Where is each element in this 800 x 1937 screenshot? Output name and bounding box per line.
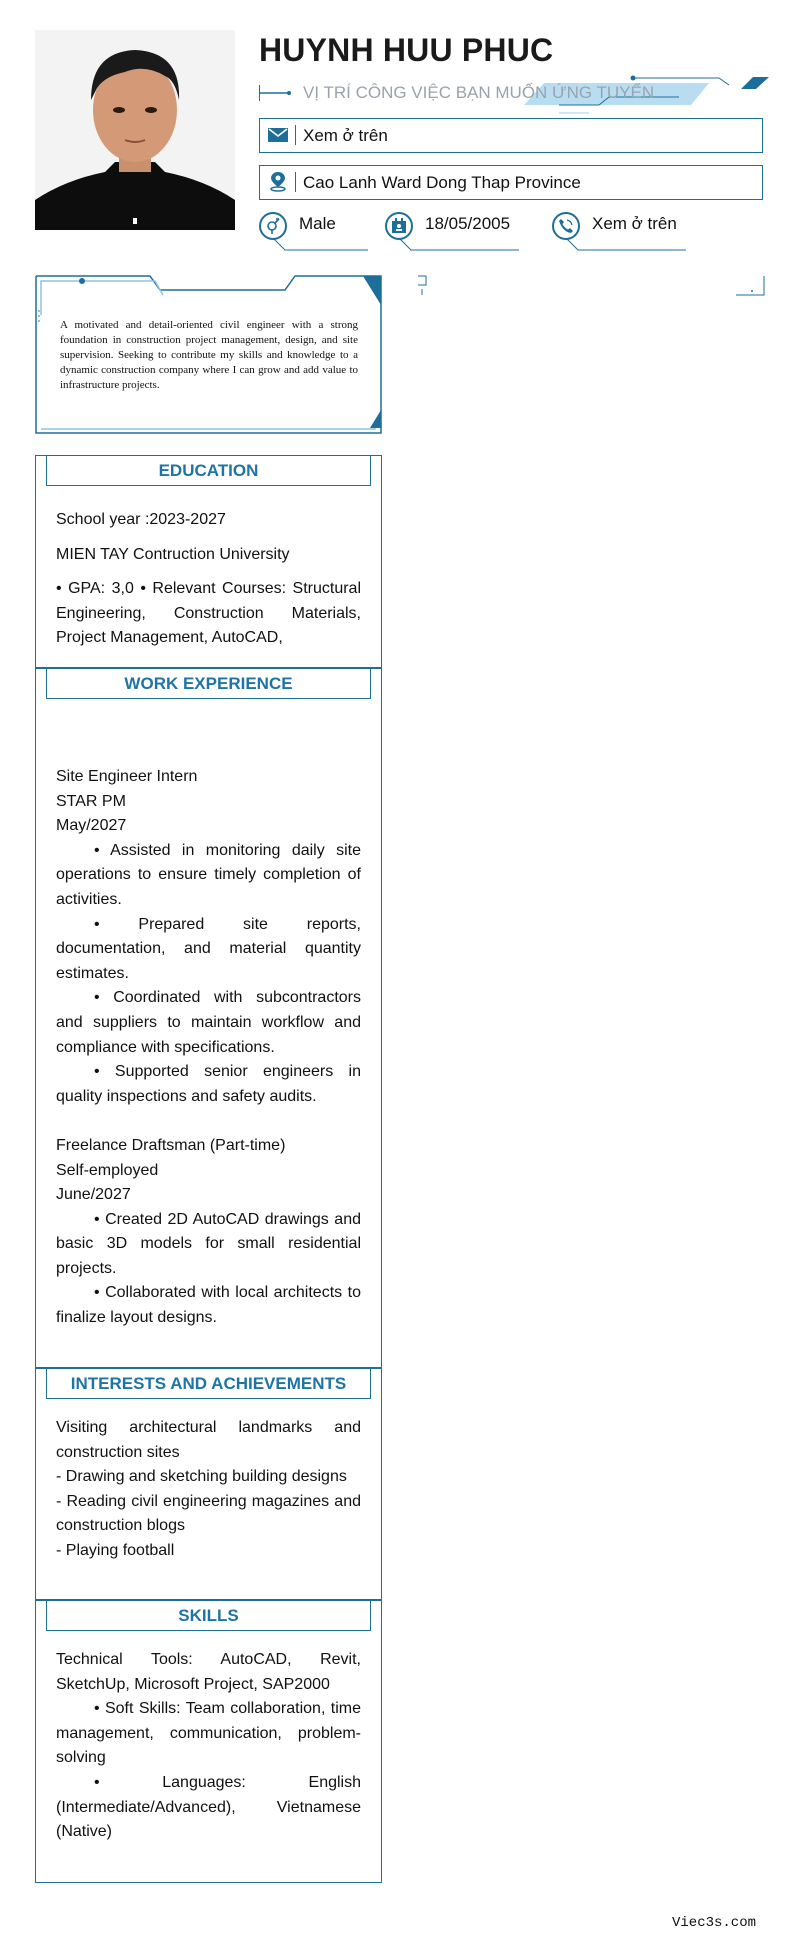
interest-item: - Reading civil engineering magazines and construction blogs	[56, 1492, 361, 1535]
job-role: Freelance Draftsman (Part-time)	[56, 1136, 286, 1154]
job-role: Site Engineer Intern	[56, 768, 198, 785]
email-value: Xem ở trên	[303, 126, 388, 145]
gender-icon	[259, 212, 287, 240]
education-university: MIEN TAY Contruction University	[56, 545, 290, 563]
job-bullet: • Assisted in monitoring daily site operations to ensure timely completion of activities.	[56, 841, 361, 908]
profile-photo	[35, 30, 235, 230]
location-pin-icon	[260, 166, 295, 198]
education-details: • GPA: 3,0 • Relevant Courses: Structural Engineering, Construction Materials, Project Management, AutoCAD,	[56, 580, 361, 647]
interest-item: - Playing football	[56, 1541, 175, 1559]
calendar-icon	[385, 212, 413, 240]
work-experience-title: WORK EXPERIENCE	[46, 668, 371, 699]
education-title: EDUCATION	[46, 455, 371, 486]
work-experience-section	[56, 765, 361, 1331]
interest-item: Visiting architectural landmarks and construction sites	[56, 1419, 361, 1461]
education-section	[56, 508, 361, 651]
phone-icon	[552, 212, 580, 240]
skills-section	[56, 1648, 361, 1845]
skill-item: • Languages: English (Intermediate/Advanced), Vietnamese (Native)	[56, 1773, 361, 1841]
job-bullet: • Prepared site reports, documentation, and material quantity estimates.	[56, 915, 361, 982]
mail-icon	[260, 119, 295, 151]
job-bullet: • Coordinated with subcontractors and suppliers to maintain workflow and compliance with specifications.	[56, 989, 361, 1056]
right-column-decoration	[416, 275, 766, 300]
address-value: Cao Lanh Ward Dong Thap Province	[303, 173, 581, 192]
interests-section	[56, 1416, 361, 1564]
summary-text: A motivated and detail-oriented civil engineer with a strong foundation in construction project management, design, and site supervision. Seeking to contribute my skills and knowledge to a dynamic construction company where I can grow and add value to infrastructure projects.	[60, 319, 358, 391]
birthdate-value: 18/05/2005	[425, 214, 511, 233]
desired-position[interactable]: VỊ TRÍ CÔNG VIỆC BẠN MUỐN ỨNG TUYỂN	[303, 83, 655, 102]
job-company: STAR PM	[56, 792, 126, 810]
footer-watermark[interactable]: Viec3s.com	[672, 1915, 757, 1931]
phone-item	[552, 210, 692, 260]
gender-value: Male	[299, 214, 336, 233]
birthdate-item	[385, 210, 520, 260]
interest-item: - Drawing and sketching building designs	[56, 1468, 347, 1486]
job-date: May/2027	[56, 817, 127, 835]
address-field[interactable]	[259, 165, 763, 200]
job-bullet: • Created 2D AutoCAD drawings and basic 3D models for small residential projects.	[56, 1210, 361, 1277]
job-bullet: • Supported senior engineers in quality inspections and safety audits.	[56, 1063, 361, 1105]
candidate-name: HUYNH HUU PHUC	[259, 32, 554, 68]
phone-value: Xem ở trên	[592, 214, 677, 233]
skill-item: Technical Tools: AutoCAD, Revit, SketchUp, Microsoft Project, SAP2000	[56, 1651, 361, 1693]
gender-item	[259, 210, 369, 260]
skills-title: SKILLS	[46, 1600, 371, 1631]
job-date: June/2027	[56, 1186, 131, 1204]
email-field[interactable]	[259, 118, 763, 153]
skill-item: • Soft Skills: Team collaboration, time management, communication, problem-solving	[56, 1700, 361, 1767]
interests-title: INTERESTS AND ACHIEVEMENTS	[46, 1368, 371, 1399]
job-company: Self-employed	[56, 1161, 159, 1179]
education-school-year: School year :2023-2027	[56, 511, 226, 528]
job-bullet: • Collaborated with local architects to finalize layout designs.	[56, 1284, 361, 1327]
